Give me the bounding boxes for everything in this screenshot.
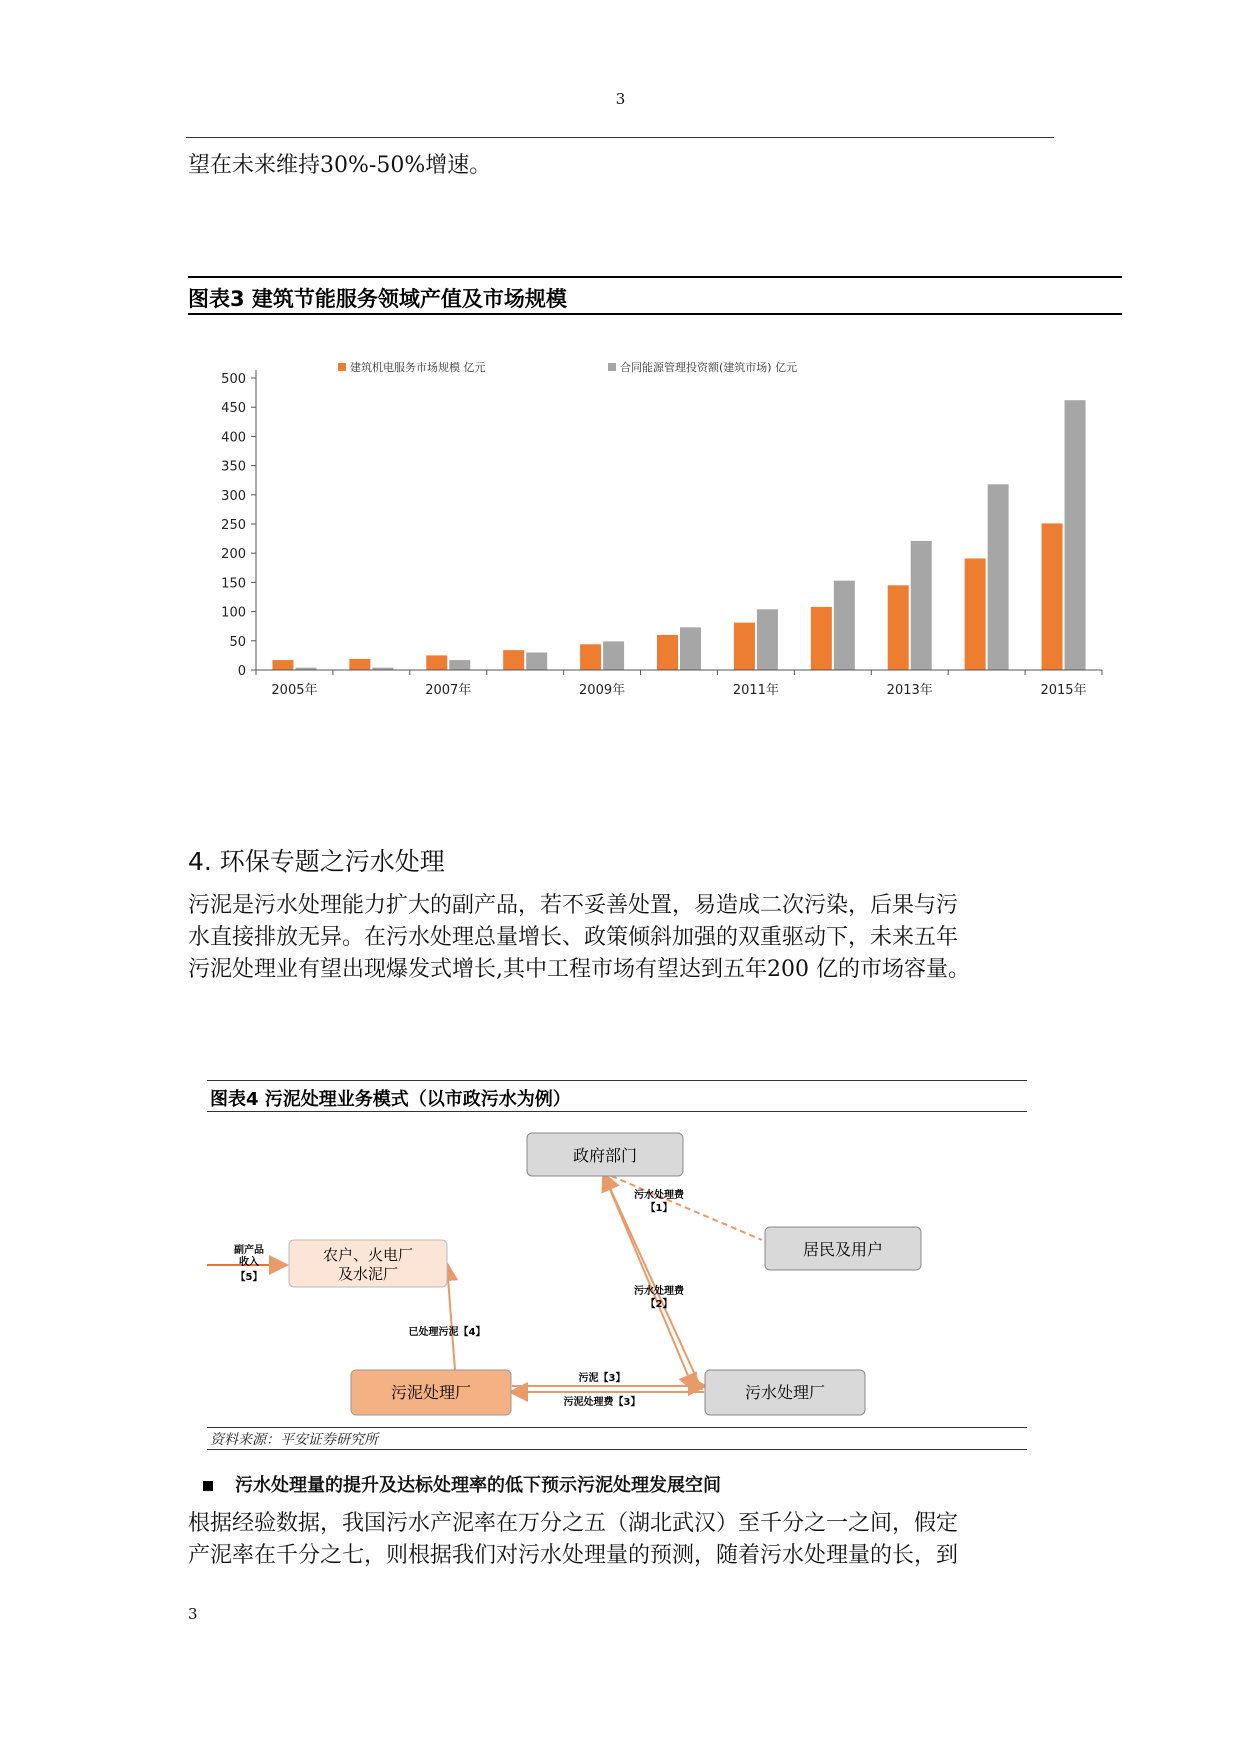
bar-series2 [449, 660, 470, 670]
page-number-bottom: 3 [188, 1605, 198, 1623]
legend-swatch-1 [338, 363, 346, 371]
bar-series1 [888, 585, 909, 670]
figure4-title: 图表4 污泥处理业务模式（以市政污水为例） [210, 1089, 571, 1110]
node-sludge-plant [351, 1370, 511, 1415]
figure3-bottom-rule [188, 313, 1122, 315]
svg-text:污泥处理厂: 污泥处理厂 [390, 1383, 472, 1402]
node-farmers [289, 1240, 447, 1287]
bar-series1 [580, 644, 601, 670]
edge5-tag: 【5】 [235, 1272, 263, 1283]
edge1-tag: 【1】 [645, 1203, 673, 1214]
y-tick-label: 200 [221, 547, 246, 563]
y-tick-label: 300 [221, 488, 246, 504]
bar-series1 [657, 635, 678, 670]
figure4-bottom-rule [207, 1449, 1027, 1450]
y-tick-label: 100 [221, 605, 246, 621]
section4-heading: 4. 环保专题之污水处理 [188, 847, 445, 876]
node-sewage-plant [705, 1370, 865, 1415]
y-tick-label: 50 [229, 634, 246, 650]
closing-paragraph [188, 1508, 1068, 1572]
x-tick-label: 2013年 [886, 683, 933, 698]
edge4-label: 已处理污泥【4】 [408, 1327, 486, 1338]
x-tick-label: 2015年 [1040, 683, 1087, 698]
bar-series2 [526, 652, 547, 670]
edge3-label-b: 污泥处理费【3】 [563, 1397, 641, 1408]
bullet-square-icon [203, 1481, 213, 1491]
bar-series1 [503, 650, 524, 670]
edge2-label: 污水处理费 [634, 1286, 684, 1297]
figure4-source-rule [207, 1427, 1027, 1428]
edge-sludge-sewage [512, 1386, 704, 1392]
edge1-label: 污水处理费 [634, 1190, 684, 1201]
y-tick-label: 0 [237, 664, 246, 679]
svg-text:政府部门: 政府部门 [572, 1146, 638, 1165]
bars [272, 400, 1085, 670]
edge5-label-b: 收入 [239, 1257, 259, 1268]
bar-series1 [734, 623, 755, 670]
bullet-heading-text: 污水处理量的提升及达标处理率的低下预示污泥处理发展空间 [235, 1475, 721, 1496]
edge2-tag: 【2】 [645, 1299, 673, 1310]
bar-series2 [680, 627, 701, 670]
x-tick-label: 2005年 [271, 683, 318, 698]
section4-line-2: 水直接排放无异。在污水处理总量增长、政策倾斜加强的双重驱动下，未来五年 [188, 925, 959, 950]
bar-series2 [603, 641, 624, 670]
bullet-heading [203, 1471, 721, 1497]
figure3-title: 图表3 建筑节能服务领域产值及市场规模 [188, 287, 567, 311]
y-tick-label: 450 [221, 401, 246, 417]
bar-series1 [272, 660, 293, 670]
y-axis [221, 370, 256, 679]
node-government [527, 1133, 683, 1176]
bar-series1 [811, 607, 832, 670]
bar-series2 [1065, 400, 1086, 670]
x-tick-label: 2011年 [732, 683, 779, 698]
figure4-title-rule [207, 1111, 1027, 1112]
legend-swatch-2 [608, 363, 616, 371]
node-residents [765, 1227, 921, 1270]
closing-line-1: 根据经验数据，我国污水产泥率在万分之五（湖北武汉）至千分之一之间，假定 [188, 1511, 959, 1536]
legend-label-1: 建筑机电服务市场规模 亿元 [350, 361, 486, 374]
bar-series1 [426, 655, 447, 670]
y-tick-label: 250 [221, 518, 246, 533]
svg-text:污水处理厂: 污水处理厂 [744, 1383, 826, 1402]
page-number-top: 3 [615, 90, 626, 108]
section4-paragraph [188, 890, 1068, 986]
intro-line: 望在未来维持30%-50%增速。 [188, 153, 492, 178]
bar-series2 [757, 609, 778, 670]
bar-series2 [988, 484, 1009, 670]
closing-line-2: 产泥率在千分之七，则根据我们对污水处理量的预测，随着污水处理量的长，到 [188, 1543, 959, 1568]
y-tick-label: 150 [221, 576, 246, 592]
x-tick-label: 2009年 [579, 683, 626, 698]
bar-chart [188, 340, 1122, 710]
y-tick-label: 350 [221, 459, 246, 475]
bar-series2 [911, 541, 932, 670]
svg-text:居民及用户: 居民及用户 [802, 1240, 884, 1259]
legend-label-2: 合同能源管理投资额(建筑市场) 亿元 [620, 361, 798, 374]
flow-diagram [207, 1115, 1027, 1427]
node-farmers-line1: 农户、火电厂 [322, 1246, 414, 1264]
edge5-label-a: 副产品 [234, 1245, 264, 1256]
bar-series1 [1042, 523, 1063, 670]
bar-series1 [965, 558, 986, 670]
x-axis [256, 670, 1102, 698]
y-tick-label: 500 [221, 372, 246, 387]
x-tick-label: 2007年 [425, 683, 472, 698]
section4-line-3: 污泥处理业有望出现爆发式增长,其中工程市场有望达到五年200 亿的市场容量。 [188, 957, 970, 982]
chart-legend [338, 360, 797, 374]
y-tick-label: 400 [221, 430, 246, 446]
section4-line-1: 污泥是污水处理能力扩大的副产品，若不妥善处置，易造成二次污染，后果与污 [188, 893, 959, 918]
figure4-top-rule [207, 1080, 1027, 1081]
edge3-label-a: 污泥【3】 [578, 1373, 626, 1384]
figure3-top-rule [188, 276, 1122, 278]
bar-series2 [834, 581, 855, 670]
bar-series1 [349, 659, 370, 670]
figure4-source: 资料来源：平安证券研究所 [210, 1432, 378, 1448]
node-farmers-line2: 及水泥厂 [337, 1265, 399, 1283]
header-rule [186, 137, 1054, 138]
edge-sludge-to-farmers [447, 1265, 455, 1370]
